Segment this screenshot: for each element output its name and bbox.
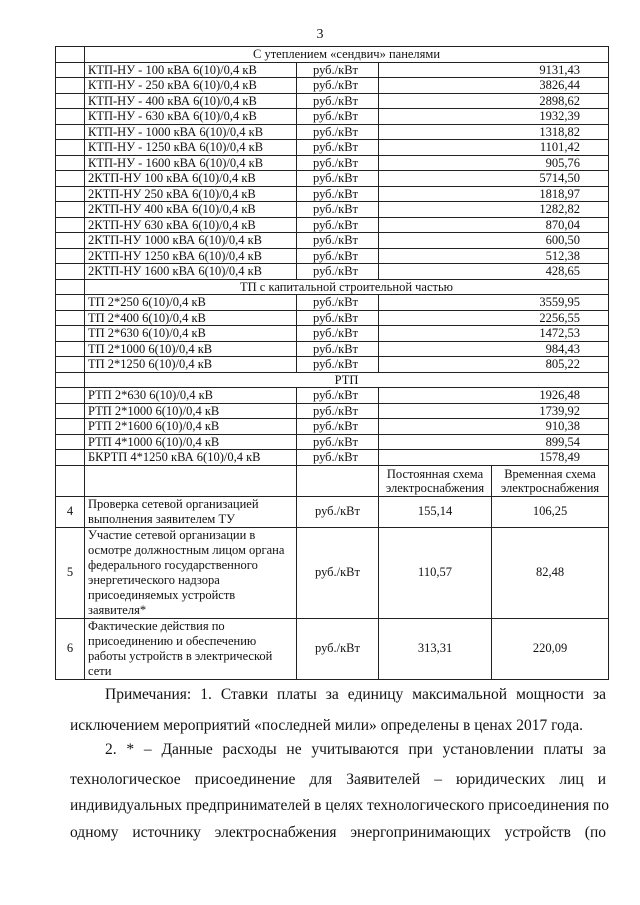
item-value: 2256,55 [379, 310, 609, 326]
item-name: ТП 2*1250 6(10)/0,4 кВ [85, 357, 297, 373]
table-row [56, 264, 609, 280]
item-unit: руб./кВт [297, 62, 379, 78]
table-row [56, 450, 609, 466]
page-number: 3 [316, 27, 324, 42]
item-name: КТП-НУ - 250 кВА 6(10)/0,4 кВ [85, 78, 297, 94]
note-line-3: 2. * – Данные расходы не учитываются при установлении платы за [105, 741, 606, 758]
table-row [56, 155, 609, 171]
item-value: 1101,42 [379, 140, 609, 156]
item-unit: руб./кВт [297, 264, 379, 280]
table-row [56, 527, 609, 618]
item-name: КТП-НУ - 1000 кВА 6(10)/0,4 кВ [85, 124, 297, 140]
item-value: 905,76 [379, 155, 609, 171]
item-name: ТП 2*400 6(10)/0,4 кВ [85, 310, 297, 326]
item-number: 4 [56, 496, 85, 527]
item-value: 5714,50 [379, 171, 609, 187]
item-unit: руб./кВт [297, 496, 379, 527]
scheme-header-row [56, 465, 609, 496]
item-unit: руб./кВт [297, 326, 379, 342]
item-temporary-value: 82,48 [492, 527, 609, 618]
item-permanent-value: 313,31 [379, 618, 492, 679]
item-name: 2КТП-НУ 1250 кВА 6(10)/0,4 кВ [85, 248, 297, 264]
item-value: 1932,39 [379, 109, 609, 125]
item-name: РТП 2*1600 6(10)/0,4 кВ [85, 419, 297, 435]
table-row [56, 403, 609, 419]
item-name: КТП-НУ - 630 кВА 6(10)/0,4 кВ [85, 109, 297, 125]
table-row [56, 295, 609, 311]
note-line-6: одному источнику электроснабжения энергопринимающих устройств (по [70, 824, 606, 841]
item-value: 899,54 [379, 434, 609, 450]
item-unit: руб./кВт [297, 78, 379, 94]
item-name: КТП-НУ - 1600 кВА 6(10)/0,4 кВ [85, 155, 297, 171]
item-number: 5 [56, 527, 85, 618]
item-number: 6 [56, 618, 85, 679]
item-name: 2КТП-НУ 630 кВА 6(10)/0,4 кВ [85, 217, 297, 233]
item-name: ТП 2*250 6(10)/0,4 кВ [85, 295, 297, 311]
item-value: 428,65 [379, 264, 609, 280]
item-name: 2КТП-НУ 1600 кВА 6(10)/0,4 кВ [85, 264, 297, 280]
item-unit: руб./кВт [297, 295, 379, 311]
item-unit: руб./кВт [297, 233, 379, 249]
item-value: 600,50 [379, 233, 609, 249]
item-unit: руб./кВт [297, 202, 379, 218]
item-value: 1578,49 [379, 450, 609, 466]
item-unit: руб./кВт [297, 248, 379, 264]
section-row [56, 279, 609, 295]
item-name: КТП-НУ - 1250 кВА 6(10)/0,4 кВ [85, 140, 297, 156]
item-temporary-value: 220,09 [492, 618, 609, 679]
item-unit: руб./кВт [297, 171, 379, 187]
table-row [56, 78, 609, 94]
item-value: 1818,97 [379, 186, 609, 202]
item-name: 2КТП-НУ 100 кВА 6(10)/0,4 кВ [85, 171, 297, 187]
table-row [56, 341, 609, 357]
item-value: 1926,48 [379, 388, 609, 404]
item-value: 910,38 [379, 419, 609, 435]
item-unit: руб./кВт [297, 341, 379, 357]
table-row [56, 93, 609, 109]
item-value: 3559,95 [379, 295, 609, 311]
item-permanent-value: 155,14 [379, 496, 492, 527]
table-row [56, 124, 609, 140]
item-unit: руб./кВт [297, 310, 379, 326]
table-row [56, 496, 609, 527]
item-name: КТП-НУ - 400 кВА 6(10)/0,4 кВ [85, 93, 297, 109]
table-row [56, 109, 609, 125]
item-value: 805,22 [379, 357, 609, 373]
item-unit: руб./кВт [297, 93, 379, 109]
item-name: БКРТП 4*1250 кВА 6(10)/0,4 кВ [85, 450, 297, 466]
item-value: 870,04 [379, 217, 609, 233]
item-value: 9131,43 [379, 62, 609, 78]
section-row [56, 47, 609, 63]
section-title-sandwich: С утеплением «сендвич» панелями [85, 47, 609, 63]
table-row [56, 357, 609, 373]
item-value: 1472,53 [379, 326, 609, 342]
table-row [56, 186, 609, 202]
item-unit: руб./кВт [297, 388, 379, 404]
item-unit: руб./кВт [297, 434, 379, 450]
item-name: 2КТП-НУ 250 кВА 6(10)/0,4 кВ [85, 186, 297, 202]
item-name: 2КТП-НУ 400 кВА 6(10)/0,4 кВ [85, 202, 297, 218]
table-row [56, 326, 609, 342]
item-description: Проверка сетевой организацией выполнения заявителем ТУ [85, 496, 297, 527]
item-unit: руб./кВт [297, 450, 379, 466]
item-description: Фактические действия по присоединению и обеспечению работы устройств в электрической сети [85, 618, 297, 679]
item-unit: руб./кВт [297, 403, 379, 419]
item-name: ТП 2*1000 6(10)/0,4 кВ [85, 341, 297, 357]
item-value: 3826,44 [379, 78, 609, 94]
item-temporary-value: 106,25 [492, 496, 609, 527]
item-unit: руб./кВт [297, 155, 379, 171]
table-row [56, 171, 609, 187]
item-name: РТП 4*1000 6(10)/0,4 кВ [85, 434, 297, 450]
table-row [56, 140, 609, 156]
item-permanent-value: 110,57 [379, 527, 492, 618]
section-row [56, 372, 609, 388]
item-name: КТП-НУ - 100 кВА 6(10)/0,4 кВ [85, 62, 297, 78]
item-name: РТП 2*630 6(10)/0,4 кВ [85, 388, 297, 404]
item-unit: руб./кВт [297, 217, 379, 233]
table-row [56, 233, 609, 249]
table-row [56, 217, 609, 233]
table-row [56, 618, 609, 679]
item-unit: руб./кВт [297, 109, 379, 125]
note-line-2: исключением мероприятий «последней мили» определены в ценах 2017 года. [70, 717, 584, 734]
section-title-rtp: РТП [85, 372, 609, 388]
item-unit: руб./кВт [297, 124, 379, 140]
table-row [56, 388, 609, 404]
item-name: РТП 2*1000 6(10)/0,4 кВ [85, 403, 297, 419]
tariff-table [55, 46, 609, 680]
num-cell [56, 47, 85, 63]
item-value: 1739,92 [379, 403, 609, 419]
item-value: 512,38 [379, 248, 609, 264]
header-temporary: Временная схема электроснабжения [492, 465, 609, 496]
item-value: 2898,62 [379, 93, 609, 109]
table-row [56, 248, 609, 264]
note-line-1: Примечания: 1. Ставки платы за единицу максимальной мощности за [105, 686, 606, 703]
item-name: 2КТП-НУ 1000 кВА 6(10)/0,4 кВ [85, 233, 297, 249]
table-row [56, 202, 609, 218]
note-line-4: технологическое присоединение для Заявителей – юридических лиц и [70, 771, 606, 788]
item-value: 1282,82 [379, 202, 609, 218]
item-unit: руб./кВт [297, 419, 379, 435]
item-unit: руб./кВт [297, 618, 379, 679]
item-unit: руб./кВт [297, 527, 379, 618]
item-name: ТП 2*630 6(10)/0,4 кВ [85, 326, 297, 342]
item-value: 1318,82 [379, 124, 609, 140]
header-permanent: Постоянная схема электроснабжения [379, 465, 492, 496]
item-description: Участие сетевой организации в осмотре должностным лицом органа федерального государственного энергетического надзора присоединяемых устройств заявителя* [85, 527, 297, 618]
item-unit: руб./кВт [297, 186, 379, 202]
item-value: 984,43 [379, 341, 609, 357]
table-row [56, 434, 609, 450]
table-row [56, 62, 609, 78]
table-row [56, 310, 609, 326]
table-row [56, 419, 609, 435]
section-title-capital: ТП с капитальной строительной частью [85, 279, 609, 295]
tariff-table-body [56, 47, 609, 680]
item-unit: руб./кВт [297, 140, 379, 156]
note-line-5: индивидуальных предпринимателей в целях технологического присоединения по [70, 797, 610, 814]
item-unit: руб./кВт [297, 357, 379, 373]
